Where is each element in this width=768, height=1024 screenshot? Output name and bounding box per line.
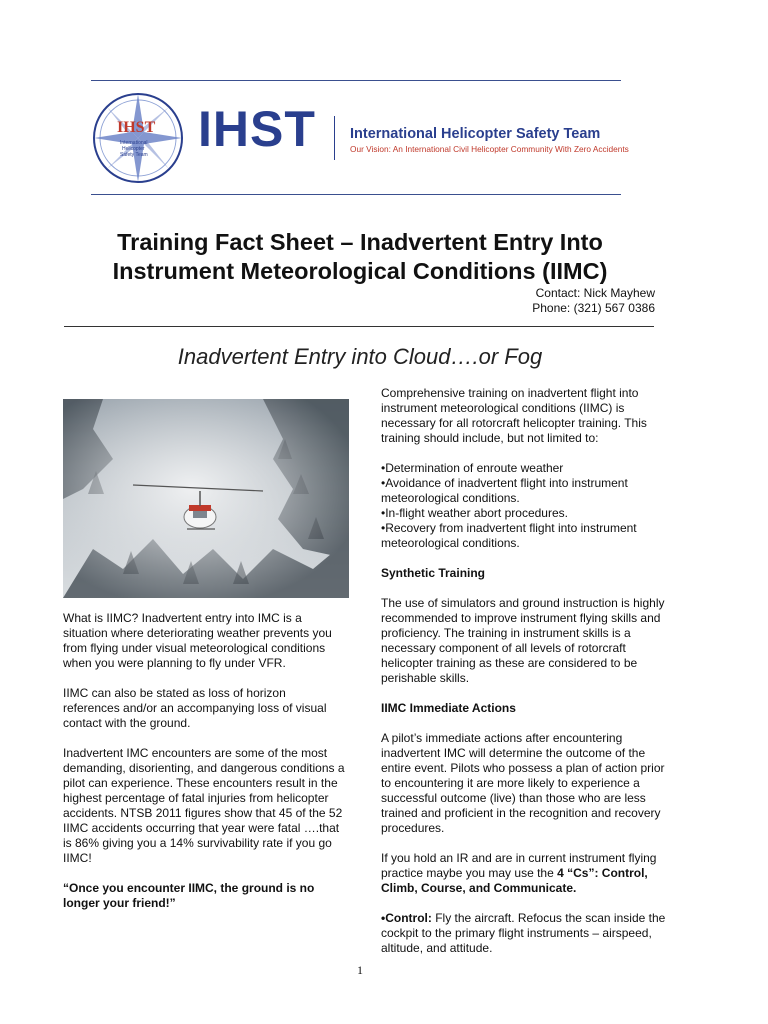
control-text: Fly the aircraft. Refocus the scan inside the cockpit to the primary flight instruments – airspeed, altitude, and attitude. (381, 911, 666, 955)
immediate-actions-text: A pilot’s immediate actions after encountering inadvertent IMC will determine the outcome of the entire event. Pilots who possess a plan of action prior to encountering it are more likely to experience a successful outcome (live) than those who are less trained and proficient in the recognition and recovery procedures. (381, 731, 665, 835)
ihst-logo-banner (88, 86, 629, 188)
heading-immediate-actions: IIMC Immediate Actions (381, 701, 516, 715)
bullet-abort-procedures: •In-flight weather abort procedures. (381, 506, 568, 520)
horizon-loss-paragraph: IIMC can also be stated as loss of horizon references and/or an accompanying loss of visual contact with the ground. (63, 686, 327, 730)
contact-phone: Phone: (321) 567 0386 (532, 301, 655, 315)
helicopter-in-fog-photo (63, 399, 349, 598)
training-intro: Comprehensive training on inadvertent flight into instrument meteorological conditions (IIMC) is necessary for all rotorcraft helicopter training. This training should include, but not limited to: (381, 386, 647, 445)
logo-divider (334, 116, 335, 160)
iimc-definition: What is IIMC? Inadvertent entry into IMC is a situation where deteriorating weather prevents you from flying under visual meteorological conditions when you were planning to fly under VFR. (63, 611, 332, 670)
header-top-rule (91, 80, 621, 81)
page-title (60, 228, 660, 286)
section-subtitle: Inadvertent Entry into Cloud….or Fog (177, 344, 543, 369)
organization-name: International Helicopter Safety Team (350, 126, 601, 142)
synthetic-training-text: The use of simulators and ground instruction is highly recommended to improve instrument flying skills and proficiency. The training in instrument skills is a necessary component of all levels of rotorcraft helicopter training as these are considered to be perishable skills. (381, 596, 665, 685)
title-line-2: Instrument Meteorological Conditions (IIMC) (112, 258, 608, 284)
emblem-letters: IHST (117, 119, 156, 136)
four-cs-lead: If you hold an IR and are in current instrument flying practice maybe you may use the (381, 851, 657, 880)
four-cs-bold: 4 “Cs”: Control, Climb, Course, and Communicate. (381, 866, 648, 895)
four-cs-paragraph (381, 851, 671, 896)
control-label: •Control: (381, 911, 432, 925)
ntsb-statistics-paragraph: Inadvertent IMC encounters are some of the most demanding, disorienting, and dangerous conditions a pilot can experience. These encounters result in the highest percentage of fatal injuries from helicopter accidents. NTSB 2011 figures show that 45 of the 52 IIMC accidents occurring that year were fatal ….that is 86% giving you a 14% survivability rate if you go IIMC! (63, 746, 345, 865)
title-separator (64, 326, 654, 327)
contact-name: Contact: Nick Mayhew (535, 286, 655, 300)
heading-synthetic-training: Synthetic Training (381, 566, 486, 580)
page-number: 1 (357, 963, 363, 977)
control-paragraph (381, 911, 671, 956)
title-line-1: Training Fact Sheet – Inadvertent Entry Into (117, 229, 603, 255)
header-bottom-rule (91, 194, 621, 195)
bullet-enroute-weather: •Determination of enroute weather (381, 461, 564, 475)
organization-vision: Our Vision: An International Civil Helicopter Community With Zero Accidents (350, 144, 629, 154)
ihst-emblem-icon (90, 90, 186, 186)
bullet-avoidance: •Avoidance of inadvertent flight into instrument meteorological conditions. (381, 476, 628, 505)
bullet-recovery: •Recovery from inadvertent flight into instrument meteorological conditions. (381, 521, 637, 550)
training-bullet-list (381, 461, 671, 551)
right-column (381, 386, 671, 971)
ground-quote: “Once you encounter IIMC, the ground is no longer your friend!” (63, 881, 315, 910)
left-column (63, 611, 345, 926)
emblem-subtext-3: Safety Team (120, 152, 148, 158)
emblem-subtext-2: Helicopter (122, 146, 145, 152)
ihst-wordmark: IHST (198, 101, 316, 157)
contact-info (532, 286, 655, 316)
emblem-subtext-1: International (120, 140, 148, 146)
